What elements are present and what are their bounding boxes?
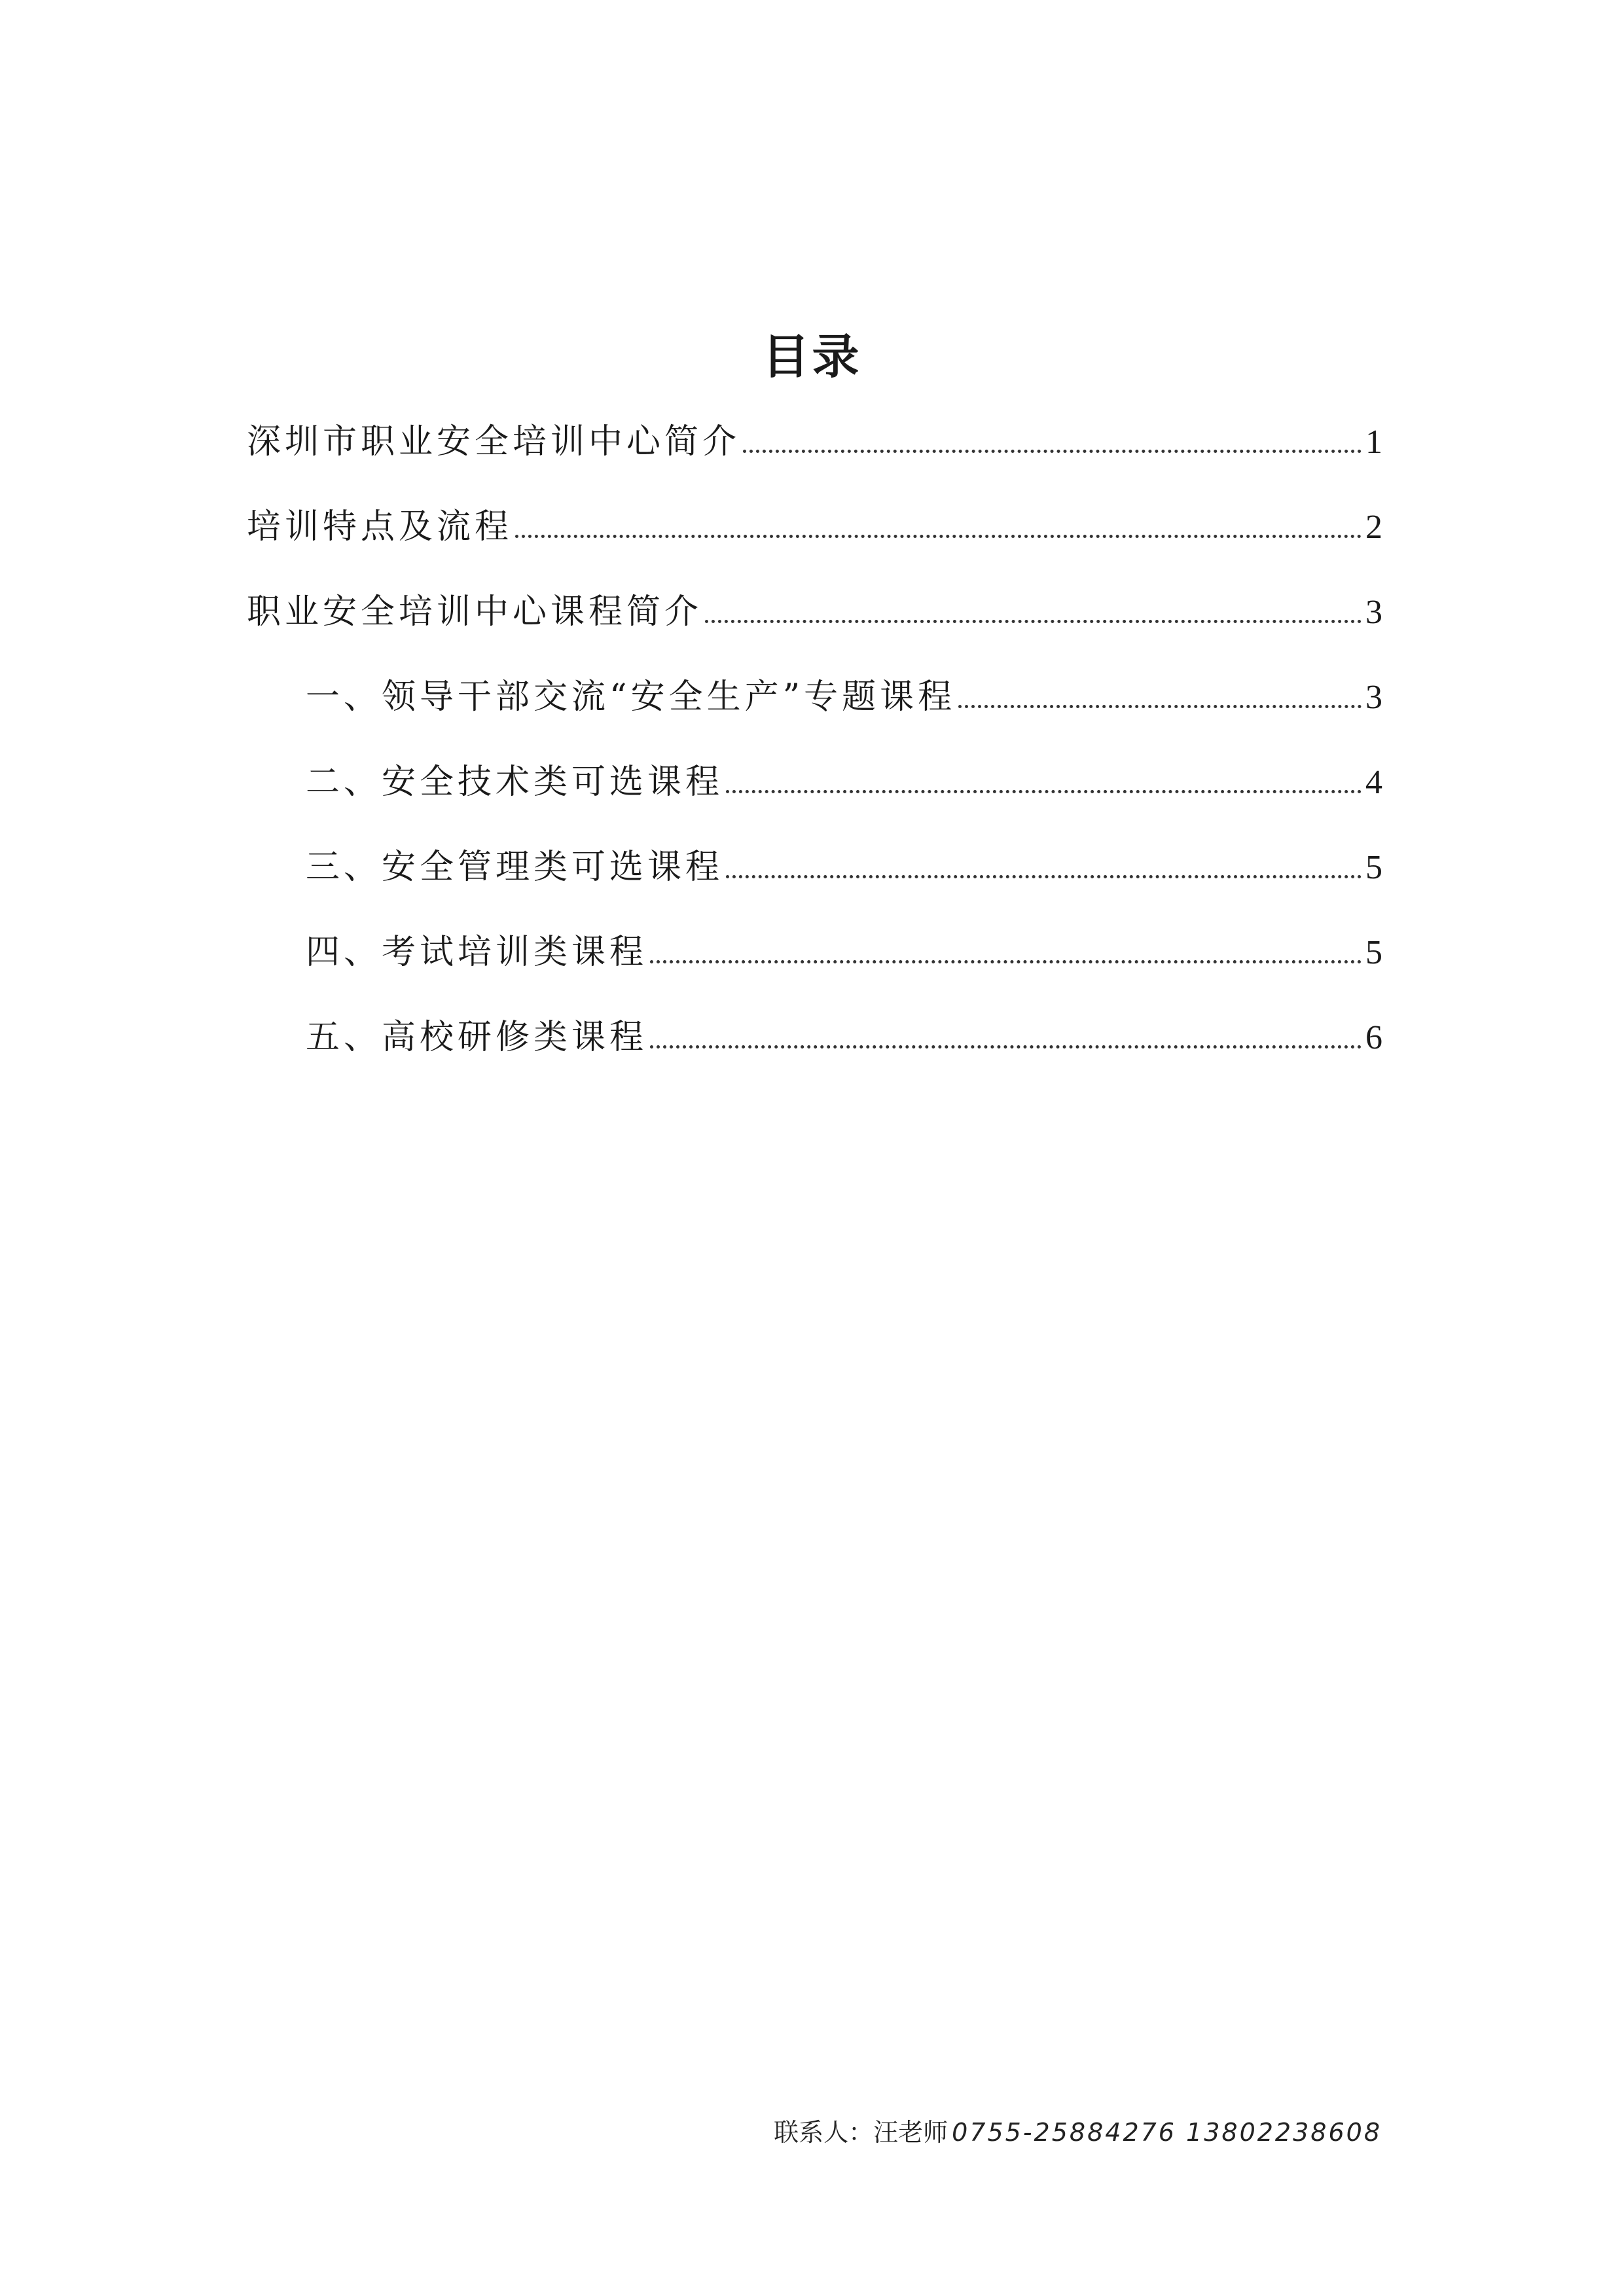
toc-dot-leader [705,619,1362,623]
toc-entry-label: 职业安全培训中心课程简介 [247,592,703,632]
table-of-contents [247,412,1382,1093]
toc-page-number: 3 [1365,679,1382,716]
toc-entry-safety-mgmt-course[interactable] [247,838,1382,923]
toc-entry-label: 一、领导干部交流“安全生产”专题课程 [306,677,956,717]
toc-entry-label: 三、安全管理类可选课程 [306,848,724,887]
toc-entry-label: 深圳市职业安全培训中心简介 [247,422,741,461]
toc-dot-leader [726,789,1362,793]
page-title: 目录 [762,329,862,384]
toc-entry-exam-course[interactable] [247,923,1382,1008]
toc-page-number: 4 [1365,764,1382,801]
toc-entry-label: 二、安全技术类可选课程 [306,762,724,802]
footer-phone-numbers: 0755-25884276 13802238608 [952,2118,1382,2147]
toc-entry-leadership-course[interactable] [247,668,1382,753]
toc-entry-label: 四、考试培训类课程 [306,933,648,972]
toc-dot-leader [650,1045,1362,1049]
toc-page-number: 2 [1365,509,1382,546]
toc-page-number: 1 [1365,423,1382,461]
toc-dot-leader [726,874,1362,878]
footer-contact-label: 联系人：汪老师 [774,2118,948,2147]
toc-page-number: 3 [1365,594,1382,631]
toc-dot-leader [743,449,1362,453]
page-footer [774,2113,1382,2152]
toc-entry-safety-tech-course[interactable] [247,753,1382,838]
toc-entry-training-features[interactable] [247,497,1382,583]
toc-dot-leader [650,960,1362,963]
toc-entry-course-intro[interactable] [247,583,1382,668]
toc-entry-label: 培训特点及流程 [247,507,513,547]
toc-page-number: 5 [1365,934,1382,971]
toc-page-number: 6 [1365,1019,1382,1056]
toc-entry-label: 五、高校研修类课程 [306,1018,648,1057]
toc-entry-center-intro[interactable] [247,412,1382,497]
toc-entry-university-course[interactable] [247,1008,1382,1093]
toc-dot-leader [958,704,1362,708]
toc-page-number: 5 [1365,849,1382,886]
toc-dot-leader [515,534,1362,538]
